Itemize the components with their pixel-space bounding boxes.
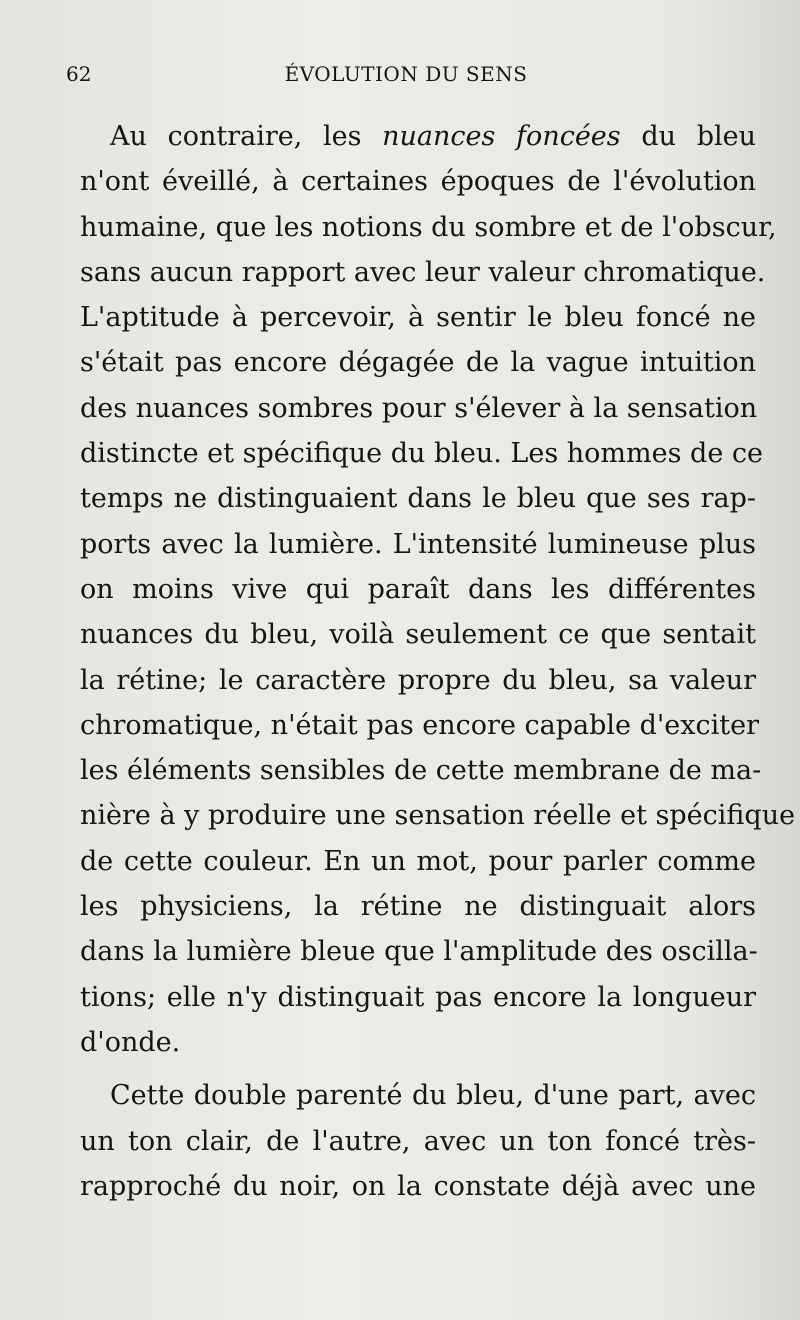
text-line: n'ont éveillé, à certaines époques de l'évolution [80, 166, 756, 198]
text-line: la rétine; le caractère propre du bleu, sa valeur [80, 664, 756, 696]
text-line: dans la lumière bleue que l'amplitude des oscilla- [80, 936, 758, 968]
text-line: nière à y produire une sensation réelle et spécifique [80, 800, 796, 832]
italic-emphasis: nuances foncées [382, 121, 621, 152]
text-line: temps ne distinguaient dans le bleu que ses rap- [80, 483, 756, 515]
text-line: on moins vive qui paraît dans les différentes [80, 573, 756, 605]
text-line: les éléments sensibles de cette membrane de ma- [80, 755, 762, 787]
page-header [66, 62, 746, 92]
paragraph-gap [80, 1065, 756, 1073]
text-run: du bleu [620, 121, 756, 152]
running-title: ÉVOLUTION DU SENS [284, 62, 528, 86]
paragraph [80, 114, 796, 1065]
text-line: sans aucun rapport avec leur valeur chromatique. [80, 256, 766, 288]
text-line: s'était pas encore dégagée de la vague intuition [80, 347, 756, 379]
text-line: distincte et spécifique du bleu. Les hommes de ce [80, 438, 763, 470]
text-line: un ton clair, de l'autre, avec un ton foncé très- [80, 1125, 756, 1157]
text-line: d'onde. [80, 1026, 181, 1058]
text-line: L'aptitude à percevoir, à sentir le bleu foncé ne [80, 302, 756, 334]
text-line: des nuances sombres pour s'élever à la sensation [80, 392, 758, 424]
text-line [80, 114, 756, 159]
text-line: rapproché du noir, on la constate déjà avec une [80, 1170, 756, 1202]
text-line: tions; elle n'y distinguait pas encore la longueur [80, 981, 756, 1013]
text-line: Cette double parenté du bleu, d'une part, avec [110, 1080, 756, 1112]
text-line: les physiciens, la rétine ne distinguait alors [80, 891, 756, 923]
paragraph [80, 1073, 756, 1209]
text-line: chromatique, n'était pas encore capable d'exciter [80, 709, 759, 741]
text-line: nuances du bleu, voilà seulement ce que sentait [80, 619, 756, 651]
text-line: humaine, que les notions du sombre et de l'obscur, [80, 211, 777, 243]
body-text [80, 114, 796, 1209]
text-run: Au contraire, les [110, 121, 383, 152]
page-number: 62 [66, 62, 92, 86]
text-line: ports avec la lumière. L'intensité lumineuse plus [80, 528, 756, 560]
text-line: de cette couleur. En un mot, pour parler comme [80, 845, 756, 877]
